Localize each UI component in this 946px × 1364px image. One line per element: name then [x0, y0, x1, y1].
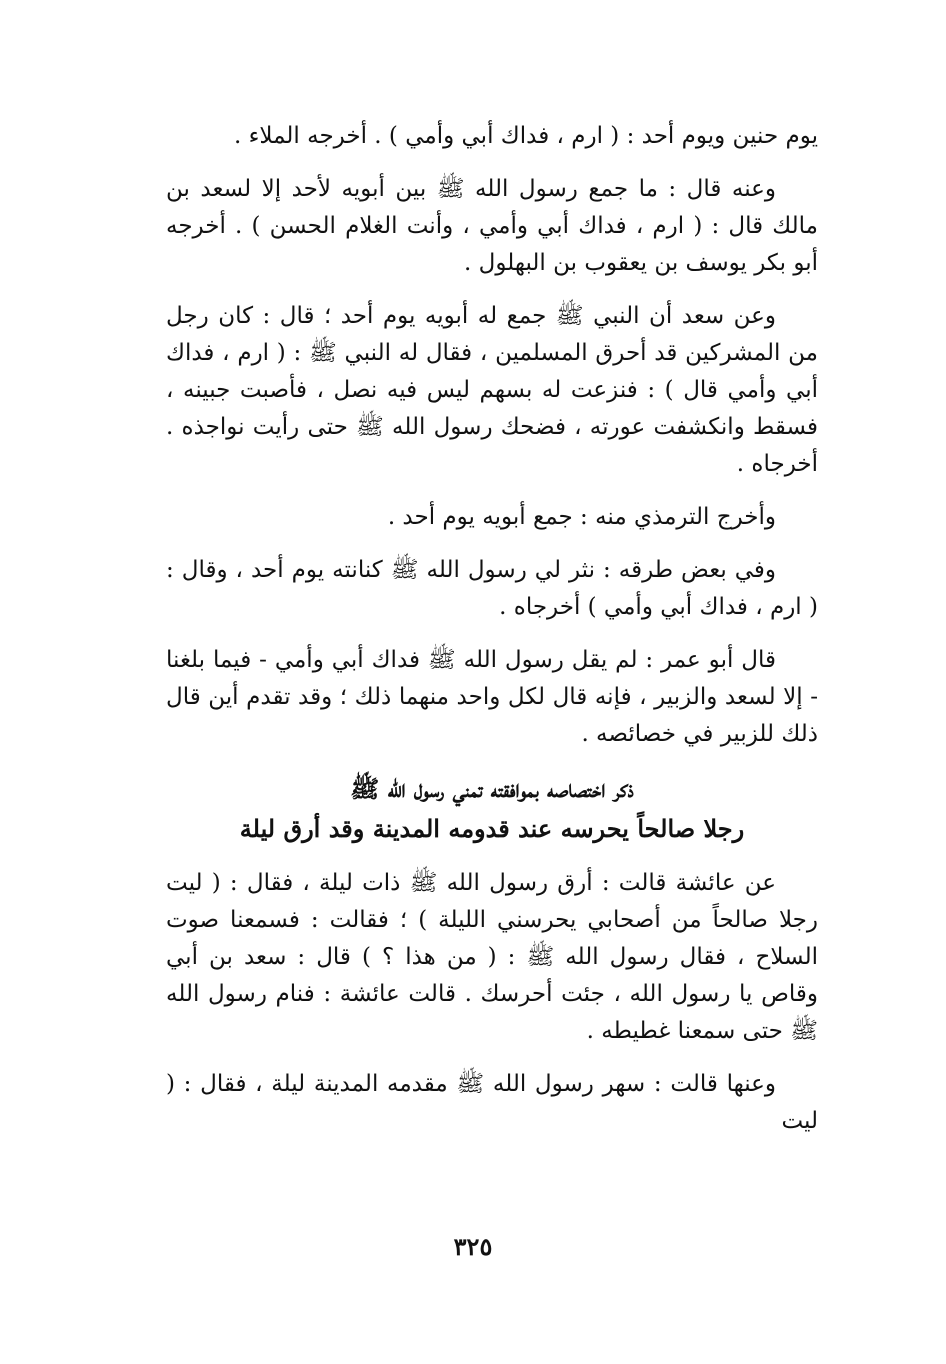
- paragraph-2: وعنه قال : ما جمع رسول الله ﷺ بين أبويه لأحد إلا لسعد بن مالك قال : ( ارم ، فداك أبي وأمي ، وأنت الغلام الحسن ) . أخرجه أبو بكر يوسف بن يعقوب بن البهلول .: [166, 176, 818, 276]
- section-heading-line-1: ذكر اختصاصه بموافقته تمني رسول الله ﷺ: [350, 774, 634, 803]
- section-heading: [166, 769, 818, 849]
- page-number: ٣٢٥: [453, 1232, 493, 1261]
- paragraph-5: وفي بعض طرقه : نثر لي رسول الله ﷺ كنانته يوم أحد ، وقال : ( ارم ، فداك أبي وأمي ) أخرجاه .: [166, 557, 818, 620]
- paragraph-1: يوم حنين ويوم أحد : ( ارم ، فداك أبي وأمي ) . أخرجه الملاء .: [233, 123, 818, 149]
- paragraph-4: وأخرج الترمذي منه : جمع أبويه يوم أحد .: [387, 504, 776, 530]
- page-body: [166, 118, 818, 1140]
- paragraph-8: وعنها قالت : سهر رسول الله ﷺ مقدمه المدينة ليلة ، فقال : ( ليت: [166, 1071, 818, 1134]
- paragraph-6: قال أبو عمر : لم يقل رسول الله ﷺ فداك أبي وأمي - فيما بلغنا - إلا لسعد والزبير ، فإنه قال لكل واحد منهما ذلك ؛ وقد تقدم أين قال ذلك للزبير في خصائصه .: [166, 647, 818, 747]
- section-heading-line-2: رجلا صالحاً يحرسه عند قدومه المدينة وقد أرق ليلة: [239, 814, 745, 843]
- paragraph-7: عن عائشة قالت : أرق رسول الله ﷺ ذات ليلة ، فقال : ( ليت رجلا صالحاً من أصحابي يحرسني الليلة ) ؛ فقالت : فسمعنا صوت السلاح ، فقال رسول الله ﷺ : ( من هذا ؟ ) قال : سعد بن أبي وقاص يا رسول الله ، جئت أحرسك . قالت عائشة : فنام رسول الله ﷺ حتى سمعنا غطيطه .: [166, 870, 818, 1044]
- paragraph-3: وعن سعد أن النبي ﷺ جمع له أبويه يوم أحد ؛ قال : كان رجل من المشركين قد أحرق المسلمين ، فقال له النبي ﷺ : ( ارم ، فداك أبي وأمي قال ) : فنزعت له بسهم ليس فيه نصل ، فأصبت جبينه ، فسقط وانكشفت عورته ، فضحك رسول الله ﷺ حتى رأيت نواجذه . أخرجاه .: [166, 303, 818, 477]
